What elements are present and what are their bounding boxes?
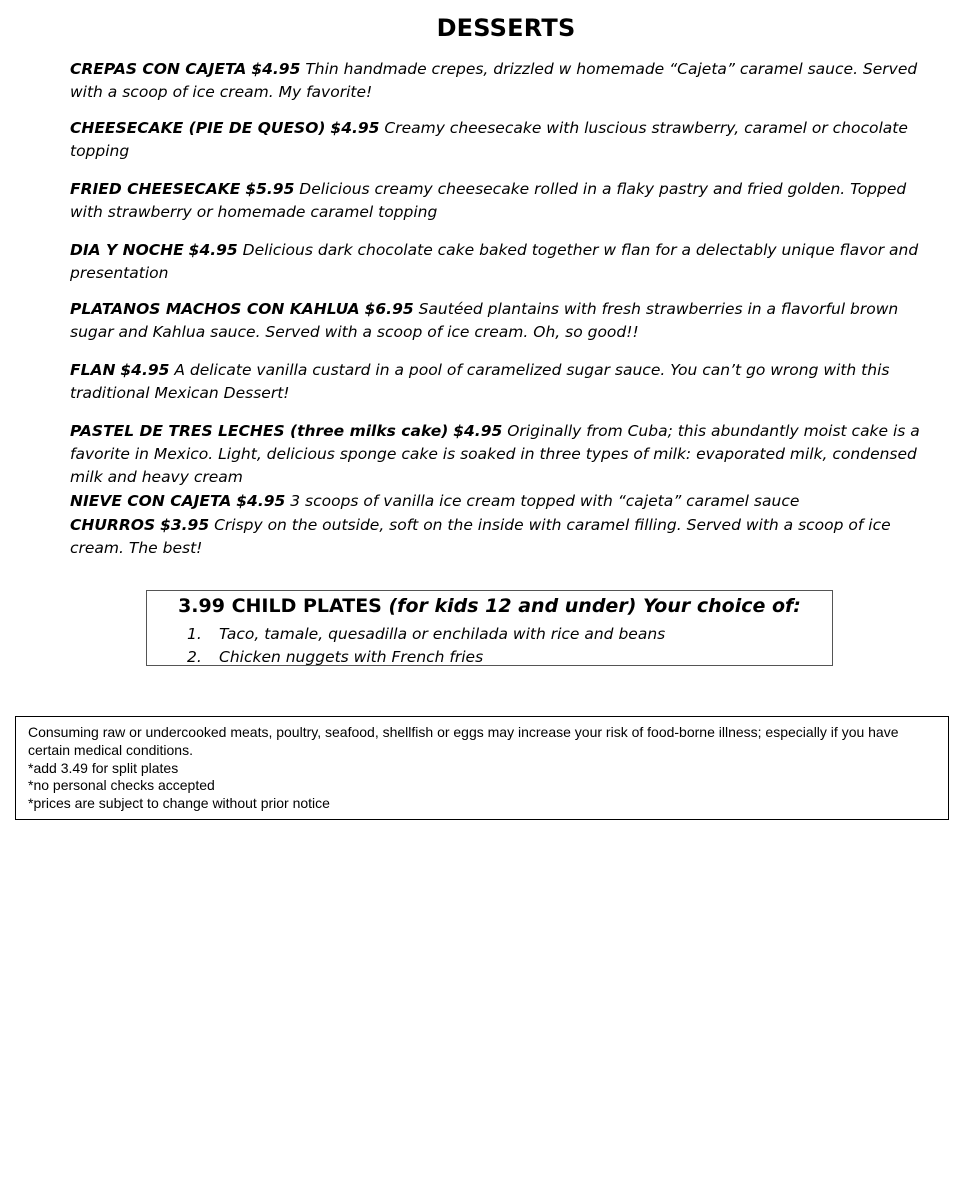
- item-name: CREPAS CON CAJETA: [70, 60, 247, 78]
- menu-item-churros: [70, 514, 940, 560]
- item-name: FRIED CHEESECAKE: [70, 180, 241, 198]
- item-name: CHURROS: [70, 516, 156, 534]
- child-plates-subtitle: (for kids 12 and under) Your choice of:: [388, 595, 801, 617]
- item-name: NIEVE CON CAJETA: [70, 492, 232, 510]
- health-warning: Consuming raw or undercooked meats, poultry, seafood, shellfish or eggs may increase your risk of food-borne illness; especially if you have certain medical conditions.: [28, 724, 899, 758]
- page-title: DESSERTS: [436, 14, 576, 42]
- note-no-checks: *no personal checks accepted: [28, 777, 215, 794]
- item-description: 3 scoops of vanilla ice cream topped with “cajeta” caramel sauce: [290, 492, 800, 510]
- child-plates-heading: [147, 595, 832, 617]
- item-name: FLAN: [70, 361, 116, 379]
- menu-item-cheesecake: [70, 117, 940, 163]
- menu-item-flan: [70, 359, 940, 405]
- menu-item-platanos: [70, 298, 940, 344]
- food-safety-notice: [15, 716, 949, 820]
- item-price: $3.95: [160, 516, 210, 534]
- item-description: Crispy on the outside, soft on the inside with caramel filling. Served with a scoop of ice cream. The best!: [70, 516, 891, 557]
- item-description: A delicate vanilla custard in a pool of caramelized sugar sauce. You can’t go wrong with this traditional Mexican Dessert!: [70, 361, 890, 402]
- dessert-menu: [70, 58, 940, 560]
- menu-item-fried-cheesecake: [70, 178, 940, 224]
- child-plates-box: [146, 590, 833, 666]
- menu-item-tres-leches: [70, 420, 940, 489]
- menu-item-dia-y-noche: [70, 239, 940, 285]
- list-text: Chicken nuggets with French fries: [219, 648, 484, 666]
- item-description: Sautéed plantains with fresh strawberries in a flavorful brown sugar and Kahlua sauce. Served with a scoop of ice cream. Oh, so good!!: [70, 300, 899, 341]
- menu-item-nieve: [70, 490, 940, 513]
- item-description: Delicious creamy cheesecake rolled in a flaky pastry and fried golden. Topped with strawberry or homemade caramel topping: [70, 180, 907, 221]
- item-price: $4.95: [330, 119, 380, 137]
- item-description: Delicious dark chocolate cake baked together w flan for a delectably unique flavor and presentation: [70, 241, 919, 282]
- item-price: $4.95: [453, 422, 503, 440]
- item-price: $4.95: [120, 361, 170, 379]
- item-description: Originally from Cuba; this abundantly moist cake is a favorite in Mexico. Light, delicious sponge cake is soaked in three types of milk: evaporated milk, condensed milk and heavy cream: [70, 422, 920, 486]
- child-plates-list: [187, 623, 665, 669]
- menu-item-crepas: [70, 58, 940, 104]
- item-price: $4.95: [188, 241, 238, 259]
- item-price: $5.95: [245, 180, 295, 198]
- item-price: $4.95: [236, 492, 286, 510]
- item-description: Creamy cheesecake with luscious strawberry, caramel or chocolate topping: [70, 119, 908, 160]
- item-description: Thin handmade crepes, drizzled w homemade “Cajeta” caramel sauce. Served with a scoop of ice cream. My favorite!: [70, 60, 918, 101]
- list-number: 2.: [187, 648, 202, 666]
- list-item: [187, 623, 665, 646]
- list-number: 1.: [187, 625, 202, 643]
- item-name: PLATANOS MACHOS CON KAHLUA: [70, 300, 360, 318]
- item-price: $4.95: [251, 60, 301, 78]
- note-prices-change: *prices are subject to change without prior notice: [28, 795, 330, 812]
- child-plates-title: 3.99 CHILD PLATES: [178, 595, 382, 617]
- item-price: $6.95: [364, 300, 414, 318]
- item-name: CHEESECAKE (PIE DE QUESO): [70, 119, 326, 137]
- list-text: Taco, tamale, quesadilla or enchilada with rice and beans: [219, 625, 666, 643]
- item-name: PASTEL DE TRES LECHES (three milks cake): [70, 422, 449, 440]
- note-split-plates: *add 3.49 for split plates: [28, 759, 179, 776]
- item-name: DIA Y NOCHE: [70, 241, 184, 259]
- list-item: [187, 646, 665, 669]
